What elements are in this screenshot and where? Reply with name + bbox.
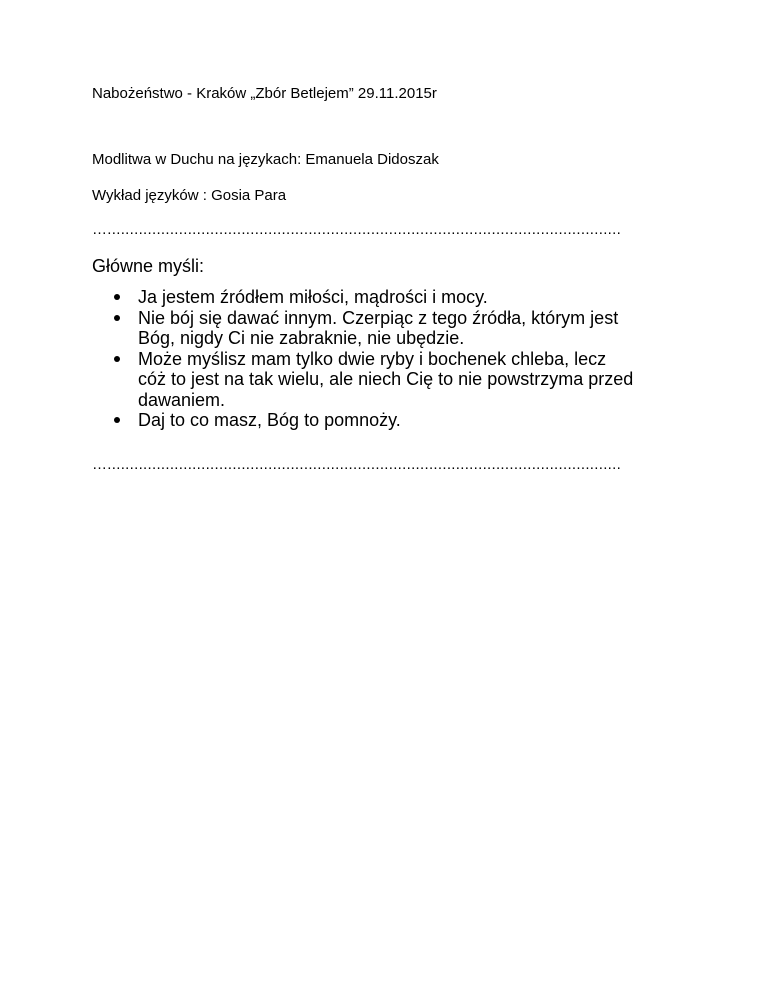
- bullet-dot-icon: [114, 294, 120, 300]
- list-item: [92, 308, 692, 349]
- dotted-separator-top: …...................................................................................................................: [92, 221, 622, 238]
- list-item-line: Może myślisz mam tylko dwie ryby i bochenek chleba, lecz: [138, 348, 607, 369]
- list-item-line: dawaniem.: [138, 389, 226, 410]
- main-thoughts-heading: Główne myśli:: [92, 256, 205, 276]
- prayer-line: Modlitwa w Duchu na językach: Emanuela Didoszak: [92, 151, 439, 168]
- list-item-line: cóż to jest na tak wielu, ale niech Cię to nie powstrzyma przed: [138, 369, 634, 389]
- service-title: Nabożeństwo - Kraków „Zbór Betlejem” 29.11.2015r: [92, 85, 437, 102]
- bullet-dot-icon: [114, 356, 120, 362]
- bullet-dot-icon: [114, 315, 120, 321]
- main-thoughts-list: [92, 287, 692, 431]
- list-item: [92, 287, 692, 308]
- list-item-line: Bóg, nigdy Ci nie zabraknie, nie ubędzie.: [138, 328, 465, 348]
- list-item-line: Ja jestem źródłem miłości, mądrości i mocy.: [138, 287, 488, 307]
- lecture-line: Wykład języków : Gosia Para: [92, 187, 287, 204]
- list-item: [92, 410, 692, 431]
- list-item-line: Daj to co masz, Bóg to pomnoży.: [138, 410, 401, 430]
- list-item-line: Nie bój się dawać innym. Czerpiąc z tego źródła, którym jest: [138, 307, 619, 328]
- bullet-dot-icon: [114, 417, 120, 423]
- list-item: [92, 349, 692, 411]
- dotted-separator-bottom: …...................................................................................................................: [92, 456, 622, 473]
